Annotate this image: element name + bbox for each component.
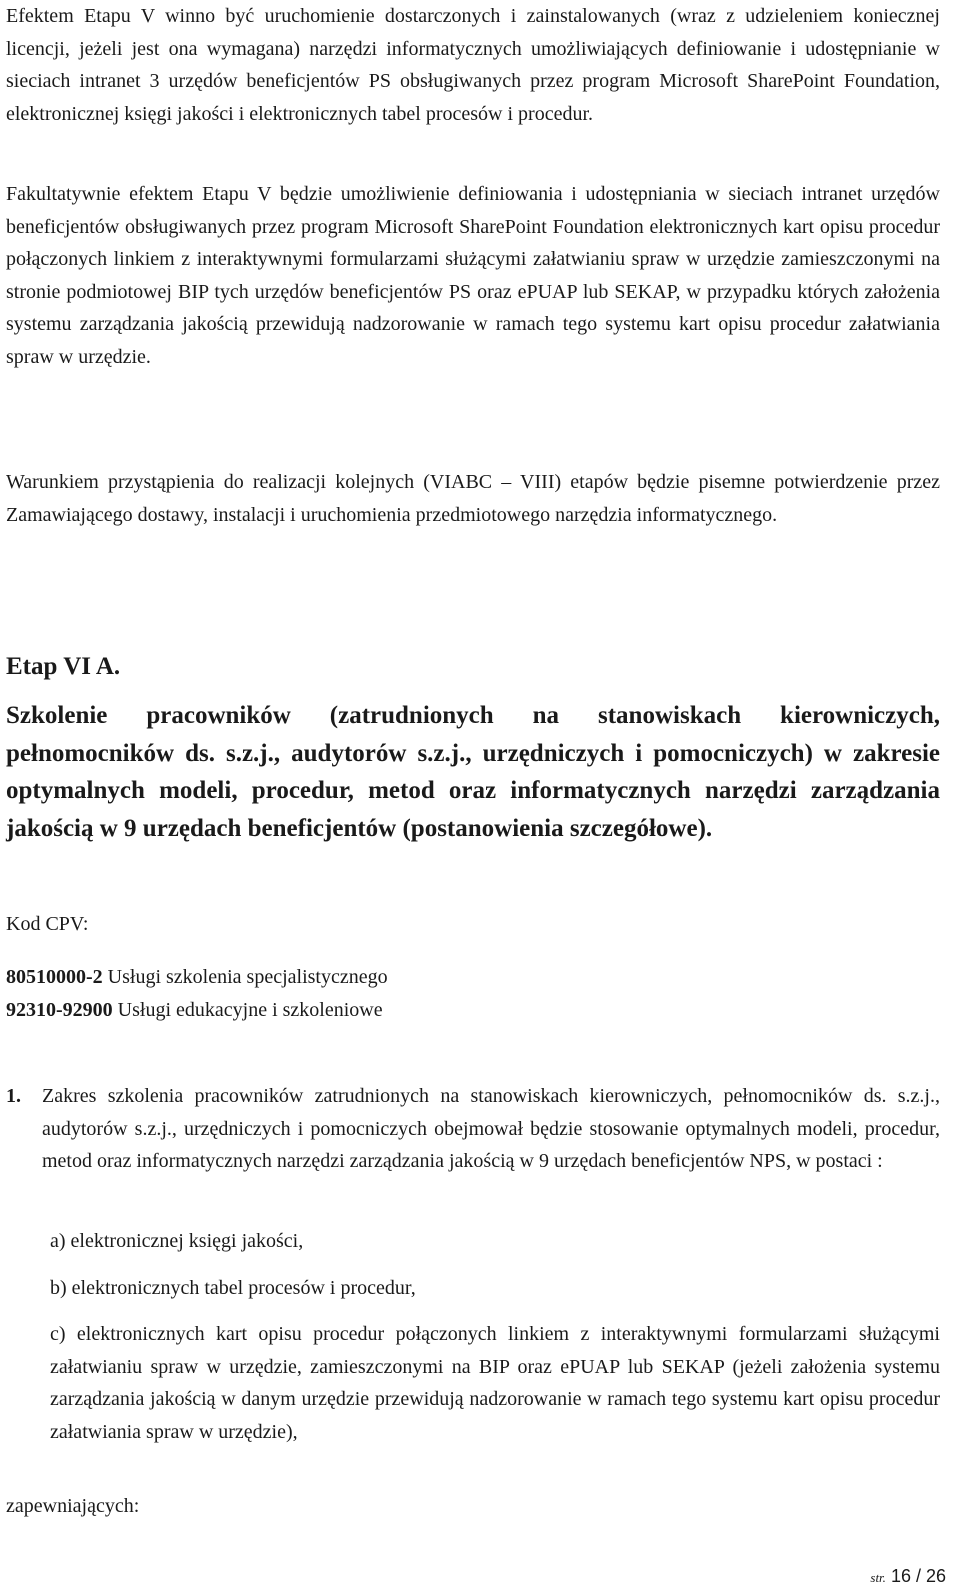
page-footer bbox=[870, 1566, 946, 1587]
list-number: 1. bbox=[6, 1085, 21, 1107]
cpv-code: 92310-92900 bbox=[6, 999, 113, 1021]
paragraph-etap-v-effect: Efektem Etapu V winno być uruchomienie dostarczonych i zainstalowanych (wraz z udzieleniem koniecznej licencji, jeżeli jest ona wymagana) narzędzi informatycznych umożliwiających definiowanie i udostępnianie w sieciach intranet 3 urzędów beneficjentów PS obsługiwanych przez program Microsoft SharePoint Foundation, elektronicznej księgi jakości i elektronicznych tabel procesów i procedur. bbox=[6, 5, 940, 125]
sub-item-c: c) elektronicznych kart opisu procedur połączonych linkiem z interaktywnymi formularzami służącymi załatwianiu spraw w urzędzie, zamieszczonymi na BIP oraz ePUAP lub SEKAP (jeżeli założenia systemu zarządzania jakością w danym urzędzie przewidują nadzorowanie w ramach tego systemu kart opisu procedur załatwiania spraw w urzędzie), bbox=[50, 1323, 940, 1443]
closing-text: zapewniających: bbox=[6, 1495, 140, 1517]
section-title: Szkolenie pracowników (zatrudnionych na stanowiskach kierowniczych, pełnomocników ds. s.z.j., audytorów s.z.j., urzędniczych i pomocniczych) w zakresie optymalnych modeli, procedur, metod oraz informatycznych narzędzi zarządzania jakością w 9 urzędach beneficjentów (postanowienia szczegółowe). bbox=[6, 702, 940, 843]
list-item bbox=[6, 1080, 940, 1178]
sub-item-a: a) elektronicznej księgi jakości, bbox=[50, 1230, 304, 1252]
paragraph-condition: Warunkiem przystąpienia do realizacji kolejnych (VIABC – VIII) etapów będzie pisemne potwierdzenie przez Zamawiającego dostawy, instalacji i uruchomienia przedmiotowego narzędzia informatycznego. bbox=[6, 471, 940, 526]
cpv-item bbox=[6, 961, 388, 994]
paragraph-optional-effect: Fakultatywnie efektem Etapu V będzie umożliwienie definiowania i udostępniania w sieciach intranet urzędów beneficjentów obsługiwanych przez program Microsoft SharePoint Foundation elektronicznych kart opisu procedur połączonych linkiem z interaktywnymi formularzami służącymi załatwianiu spraw w urzędzie zamieszczonymi na stronie podmiotowej BIP tych urzędów beneficjentów PS oraz ePUAP lub SEKAP, w przypadku których założenia systemu zarządzania jakością przewidują nadzorowanie w ramach tego systemu kart opisu procedur załatwiania spraw w urzędzie. bbox=[6, 183, 940, 368]
etap-heading: Etap VI A. bbox=[6, 653, 121, 680]
page-label: str. bbox=[870, 1570, 886, 1585]
list-item-text: Zakres szkolenia pracowników zatrudnionych na stanowiskach kierowniczych, pełnomocników ds. s.z.j., audytorów s.z.j., urzędniczych i pomocniczych obejmował będzie stosowanie optymalnych modeli, procedur, metod oraz informatycznych narzędzi zarządzania jakością w 9 urzędach beneficjentów NPS, w postaci : bbox=[42, 1085, 940, 1173]
cpv-item bbox=[6, 994, 383, 1027]
sub-item-b: b) elektronicznych tabel procesów i procedur, bbox=[50, 1277, 416, 1299]
cpv-label: Kod CPV: bbox=[6, 913, 89, 935]
cpv-code: 80510000-2 bbox=[6, 966, 103, 988]
cpv-desc: Usługi edukacyjne i szkoleniowe bbox=[117, 999, 383, 1021]
cpv-desc: Usługi szkolenia specjalistycznego bbox=[107, 966, 388, 988]
page-number: 16 / 26 bbox=[890, 1566, 946, 1586]
